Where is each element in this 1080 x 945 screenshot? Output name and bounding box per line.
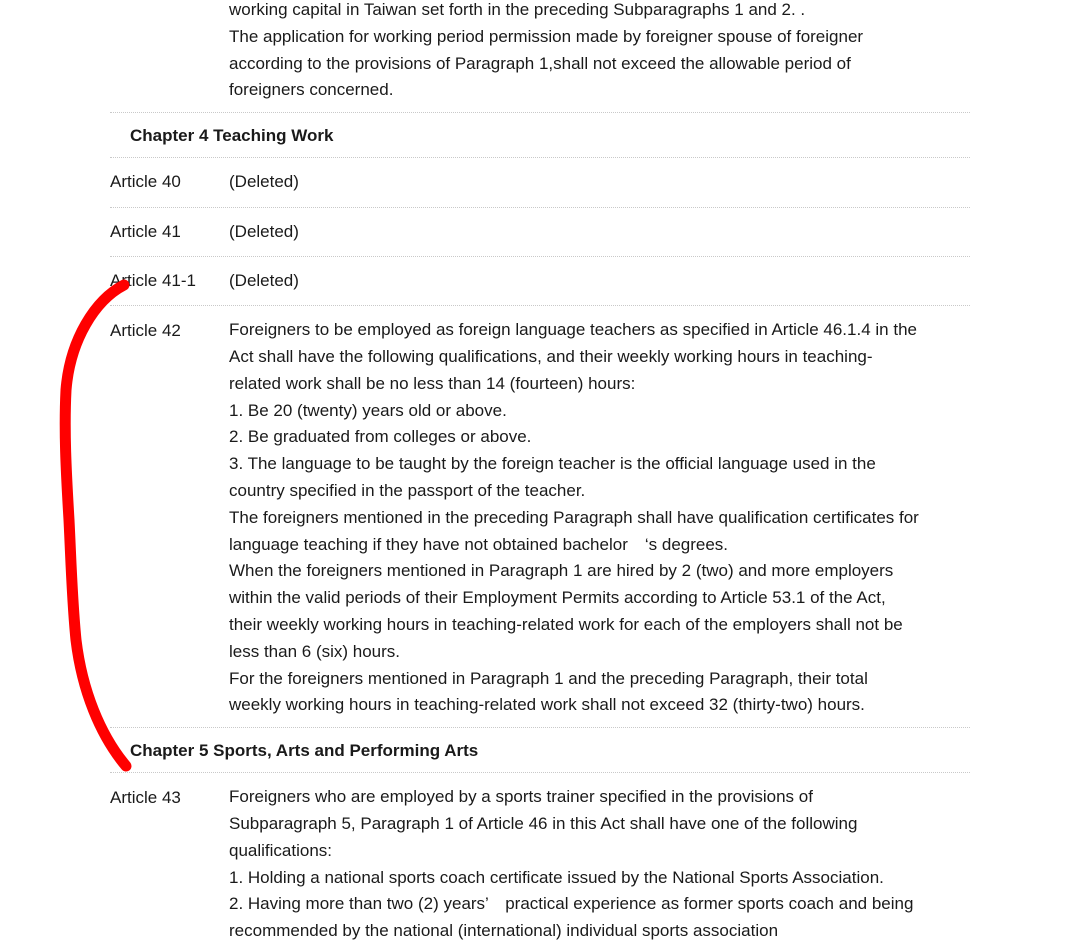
article-number: Article 43 [110, 788, 181, 808]
article-text: (Deleted) [229, 172, 299, 192]
article-text [229, 317, 970, 719]
article-text: (Deleted) [229, 222, 299, 242]
article-row-41 [110, 208, 970, 257]
article-row-41-1 [110, 257, 970, 306]
article-number: Article 41-1 [110, 271, 196, 291]
chapter-4-heading: Chapter 4 Teaching Work [110, 113, 970, 158]
article-43-item-1: 1. Holding a national sports coach certificate issued by the National Sports Association. [229, 867, 884, 887]
regulation-document [110, 0, 970, 945]
article-row-43 [110, 773, 970, 945]
article-row-40 [110, 158, 970, 208]
article-fragment-text [229, 0, 970, 104]
article-42-para-1: Foreigners to be employed as foreign language teachers as specified in Article 46.1.4 in the Act shall have the following qualifications, and their weekly working hours in teaching-related work shall be no less than 14 (fourteen) hours: [229, 320, 917, 393]
article-text: (Deleted) [229, 271, 299, 291]
article-row-42 [110, 306, 970, 728]
article-43-para-1: Foreigners who are employed by a sports trainer specified in the provisions of Subparagraph 5, Paragraph 1 of Article 46 in this Act shall have one of the following qualifications: [229, 787, 858, 860]
article-fragment-row [110, 0, 970, 113]
article-43-item-2: 2. Having more than two (2) years’ practical experience as former sports coach and being recommended by the national (international) individual sports association [229, 894, 914, 941]
article-text [229, 784, 970, 945]
article-number: Article 40 [110, 172, 181, 192]
article-42-para-3: When the foreigners mentioned in Paragraph 1 are hired by 2 (two) and more employers within the valid periods of their Employment Permits according to Article 53.1 of the Act, their weekly working hours in teaching-related work for each of the employers shall not be less than 6 (six) hours. [229, 561, 903, 661]
article-number: Article 42 [110, 321, 181, 341]
article-42-item-1: 1. Be 20 (twenty) years old or above. [229, 400, 507, 420]
fragment-line-2: The application for working period permission made by foreigner spouse of foreigner according to the provisions of Paragraph 1,shall not exceed the allowable period of foreigners concerned. [229, 26, 864, 100]
fragment-line-1: working capital in Taiwan set forth in the preceding Subparagraphs 1 and 2. . [229, 0, 806, 19]
chapter-5-heading: Chapter 5 Sports, Arts and Performing Arts [110, 728, 970, 773]
article-42-item-2: 2. Be graduated from colleges or above. [229, 427, 532, 447]
article-number: Article 41 [110, 222, 181, 242]
article-number-empty [110, 0, 229, 104]
article-42-para-4: For the foreigners mentioned in Paragraph 1 and the preceding Paragraph, their total weekly working hours in teaching-related work shall not exceed 32 (thirty-two) hours. [229, 668, 868, 715]
article-42-item-3: 3. The language to be taught by the foreign teacher is the official language used in the country specified in the passport of the teacher. [229, 454, 876, 500]
article-42-para-2: The foreigners mentioned in the preceding Paragraph shall have qualification certificates for language teaching if they have not obtained bachelor ‘s degrees. [229, 507, 919, 554]
